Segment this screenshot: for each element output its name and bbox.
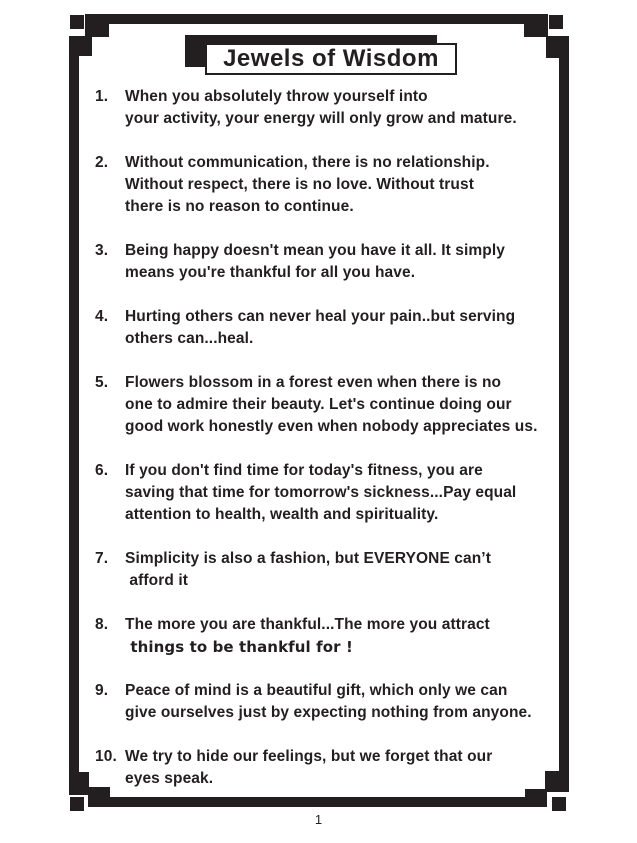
quote-number: 6. — [95, 462, 109, 479]
quote-number: 1. — [95, 88, 109, 105]
quote-text: Peace of mind is a beautiful gift, which only we can give ourselves just by expecting nothing from anyone. — [125, 682, 532, 721]
quote-number: 8. — [95, 616, 109, 633]
quote-item-3 — [95, 240, 557, 284]
page-number: 1 — [314, 812, 323, 827]
border-bar-bottom — [89, 797, 547, 807]
quote-list — [95, 86, 557, 790]
quote-text: Hurting others can never heal your pain..but serving others can...heal. — [125, 308, 516, 347]
quote-item-7 — [95, 548, 557, 592]
title-box-frame — [205, 43, 457, 75]
quote-text: Without communication, there is no relationship. Without respect, there is no love. Without trust there is no reason to continue. — [125, 154, 490, 215]
border-corner-top-right — [524, 14, 569, 58]
border-bar-top — [86, 14, 548, 24]
quote-item-1 — [95, 86, 557, 130]
quote-number: 2. — [95, 154, 109, 171]
border-bar-right — [559, 36, 569, 773]
quote-text: We try to hide our feelings, but we forget that our eyes speak. — [125, 748, 493, 787]
border-corner-top-left — [69, 14, 109, 56]
quote-number: 4. — [95, 308, 109, 325]
quote-item-10 — [95, 746, 557, 790]
quote-item-5 — [95, 372, 557, 438]
quote-text: When you absolutely throw yourself into your activity, your energy will only grow and mature. — [125, 88, 517, 127]
quote-item-9 — [95, 680, 557, 724]
quote-text: Flowers blossom in a forest even when there is no one to admire their beauty. Let's continue doing our good work honestly even when nobody appreciates us. — [125, 374, 538, 435]
quote-item-4 — [95, 306, 557, 350]
quote-text: Being happy doesn't mean you have it all. It simply means you're thankful for all you have. — [125, 242, 506, 281]
quote-item-2 — [95, 152, 557, 218]
title-box — [205, 43, 457, 75]
quote-text: The more you are thankful...The more you attract things to be thankful for ! — [125, 616, 490, 656]
quote-text: Simplicity is also a fashion, but EVERYONE can’t afford it — [125, 550, 491, 589]
page-title: Jewels of Wisdom — [223, 45, 439, 72]
quote-number: 10. — [95, 748, 117, 765]
quote-item-6 — [95, 460, 557, 526]
quote-text: If you don't find time for today's fitness, you are saving that time for tomorrow's sickness...Pay equal attention to health, wealth and spirituality. — [125, 462, 517, 523]
quote-item-8 — [95, 614, 557, 658]
quote-number: 9. — [95, 682, 109, 699]
border-bar-left — [69, 36, 79, 775]
quote-number: 3. — [95, 242, 109, 259]
quote-number: 5. — [95, 374, 109, 391]
quote-number: 7. — [95, 550, 109, 567]
